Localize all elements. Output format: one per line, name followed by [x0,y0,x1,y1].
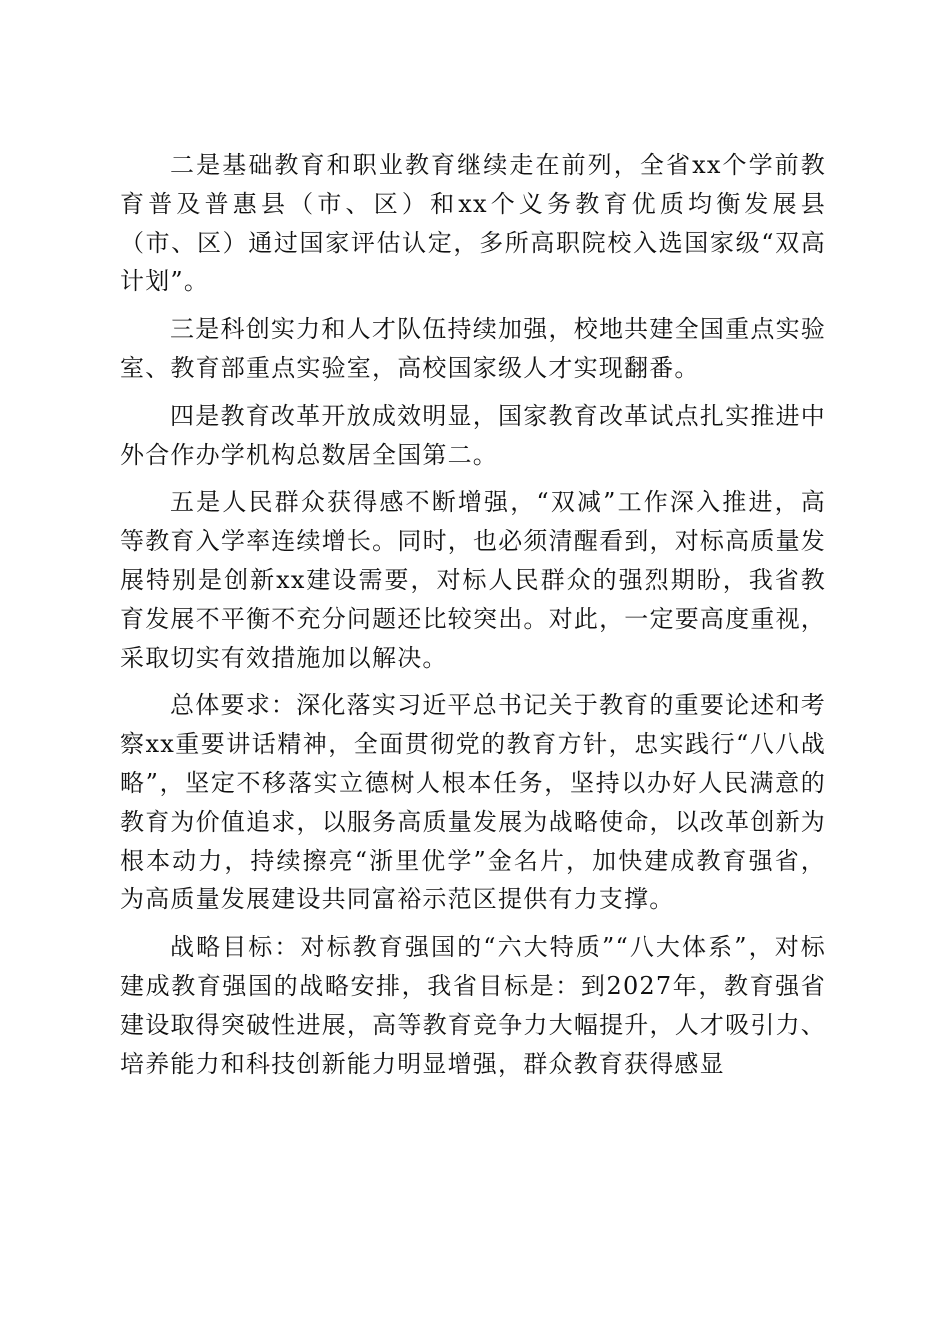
paragraph-basic-education: 二是基础教育和职业教育继续走在前列，全省xx个学前教育普及普惠县（市、区）和xx个义务教育优质均衡发展县（市、区）通过国家评估认定，多所高职院校入选国家级“双高计划”。 [120,151,826,296]
paragraph-overall-requirements: 总体要求：深化落实习近平总书记关于教育的重要论述和考察xx重要讲话精神，全面贯彻党的教育方针，忠实践行“八八战略”，坚定不移落实立德树人根本任务，坚持以办好人民满意的教育为价值追求，以服务高质量发展为战略使命，以改革创新为根本动力，持续擦亮“浙里优学”金名片，加快建成教育强省，为高质量发展建设共同富裕示范区提供有力支撑。 [120,691,826,914]
paragraph-reform-opening: 四是教育改革开放成效明显，国家教育改革试点扎实推进中外合作办学机构总数居全国第二。 [120,401,826,469]
document-page [120,146,826,1092]
paragraph-public-satisfaction: 五是人民群众获得感不断增强，“双减”工作深入推进，高等教育入学率连续增长。同时，也必须清醒看到，对标高质量发展特别是创新xx建设需要，对标人民群众的强烈期盼，我省教育发展不平衡不充分问题还比较突出。对此，一定要高度重视，采取切实有效措施加以解决。 [120,488,826,672]
paragraph-innovation-talent: 三是科创实力和人才队伍持续加强，校地共建全国重点实验室、教育部重点实验室，高校国家级人才实现翻番。 [120,315,826,382]
paragraph-strategic-goals: 战略目标：对标教育强国的“六大特质”“八大体系”，对标建成教育强国的战略安排，我省目标是：到2027年，教育强省建设取得突破性进展，高等教育竞争力大幅提升，人才吸引力、培养能力和科技创新能力明显增强，群众教育获得感显 [120,933,826,1078]
